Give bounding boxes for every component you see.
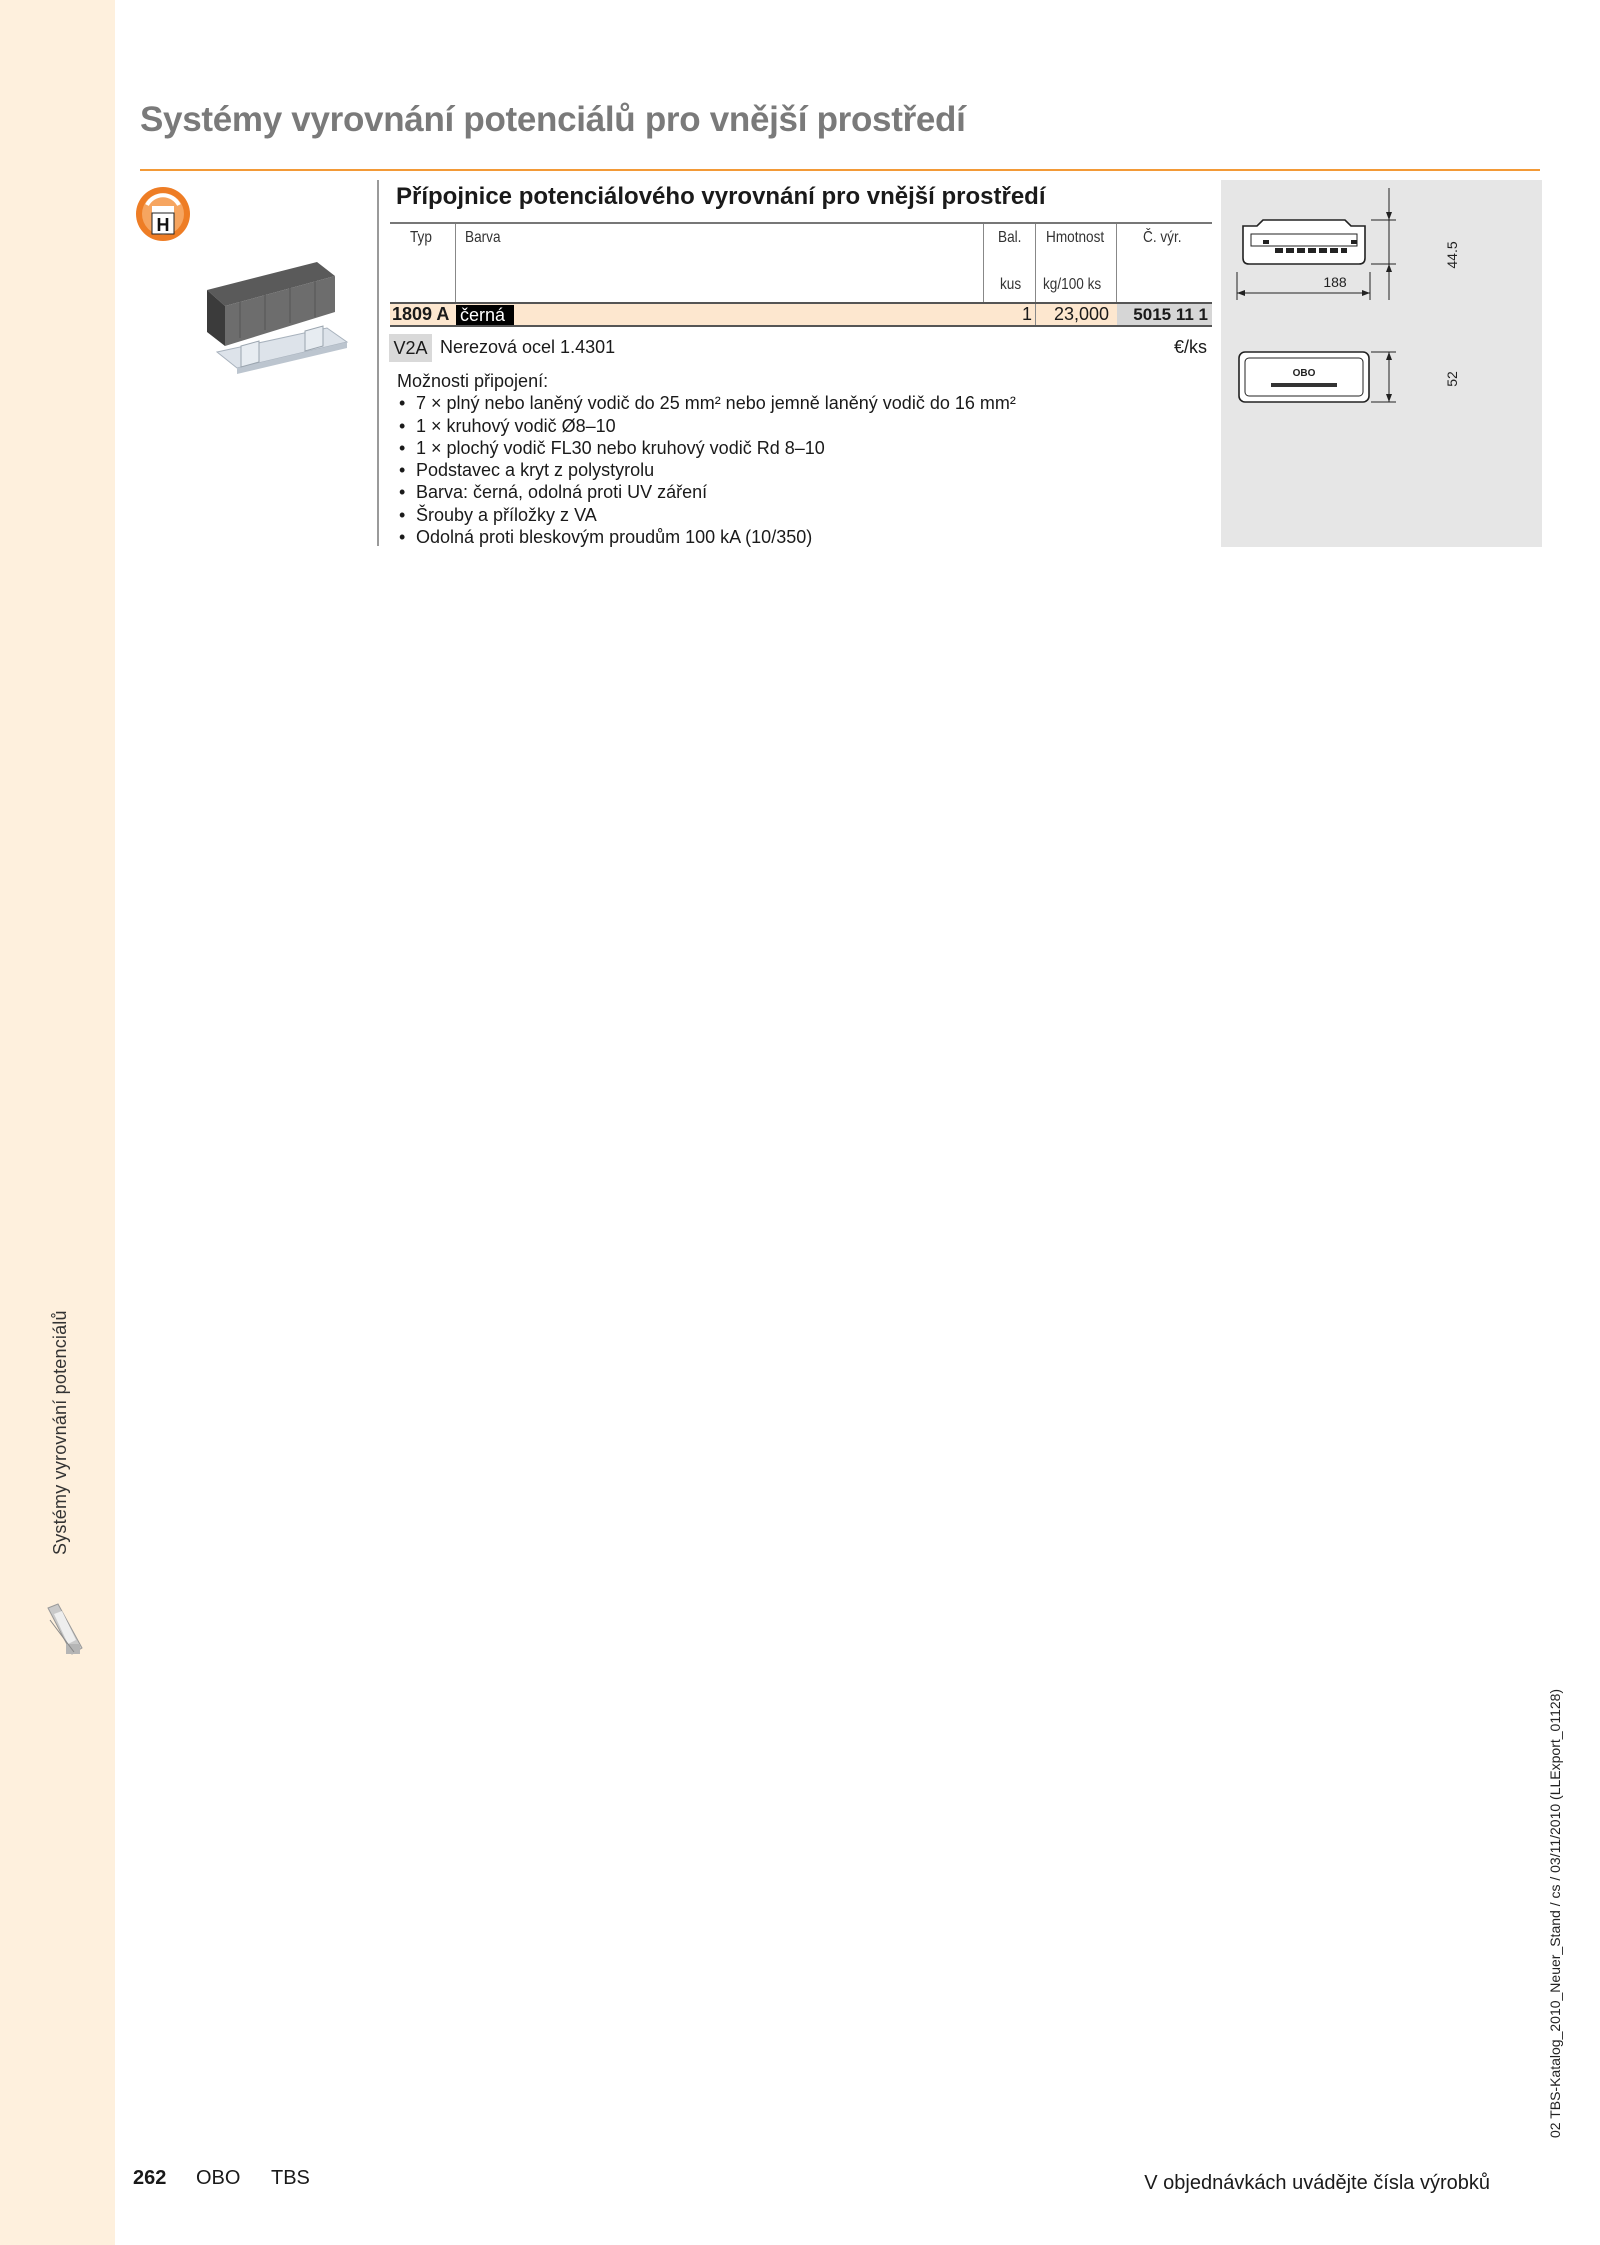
header-item-number: Č. výr. — [1143, 229, 1182, 246]
table-top-rule — [390, 222, 1212, 224]
column-divider — [1035, 304, 1036, 326]
feature-list — [397, 392, 1016, 548]
sidebar-band — [0, 0, 115, 2245]
feature-item: • Podstavec a kryt z polystyrolu — [397, 459, 1016, 481]
table-bottom-rule — [390, 325, 1212, 327]
footer-dept: TBS — [271, 2167, 310, 2189]
feature-item: • Šrouby a příložky z VA — [397, 504, 1016, 526]
row-type: 1809 A — [392, 304, 450, 324]
price-unit: €/ks — [1173, 337, 1207, 357]
dimension-height-bottom: 52 — [1444, 371, 1460, 387]
feature-item: • Odolná proti bleskovým proudům 100 kA (10/350) — [397, 526, 1016, 548]
header-pack: Bal. — [998, 229, 1022, 246]
row-item-number: 5015 11 1 — [1117, 304, 1212, 326]
unit-weight: kg/100 ks — [1043, 276, 1102, 293]
page-title: Systémy vyrovnání potenciálů pro vnější prostředí — [140, 100, 966, 139]
header-color: Barva — [465, 229, 501, 246]
badge-letter: H — [156, 215, 170, 235]
unit-pack: kus — [1000, 276, 1022, 293]
material-name: Nerezová ocel 1.4301 — [440, 337, 616, 357]
row-pack: 1 — [1022, 304, 1033, 324]
description-title: Možnosti připojení: — [397, 371, 549, 391]
heading-divider — [140, 169, 1540, 171]
dimension-height-top: 44.5 — [1444, 241, 1460, 269]
dimension-width: 188 — [1323, 274, 1347, 290]
section-divider — [377, 180, 379, 546]
page-number: 262 — [133, 2167, 167, 2189]
column-divider — [983, 224, 984, 302]
product-title: Přípojnice potenciálového vyrovnání pro vnější prostředí — [396, 183, 1046, 210]
product-description — [397, 370, 1016, 548]
row-color: černá — [456, 305, 514, 325]
header-weight: Hmotnost — [1046, 229, 1105, 246]
feature-item: • Barva: černá, odolná proti UV záření — [397, 481, 1016, 503]
sidebar-section-icon — [40, 1600, 90, 1660]
footer-note: V objednávkách uvádějte čísla výrobků — [1144, 2172, 1490, 2194]
feature-item: • 7 × plný nebo laněný vodič do 25 mm² nebo jemně laněný vodič do 16 mm² — [397, 392, 1016, 414]
column-divider — [1035, 224, 1036, 302]
footer-brand: OBO — [196, 2167, 241, 2189]
top-view-brand-mark: OBO — [1292, 368, 1316, 379]
feature-item: • 1 × plochý vodič FL30 nebo kruhový vodič Rd 8–10 — [397, 437, 1016, 459]
column-divider — [1116, 224, 1117, 302]
column-divider — [455, 224, 456, 302]
product-photo — [195, 250, 365, 380]
sidebar-section-label: Systémy vyrovnání potenciálů — [50, 1310, 70, 1555]
material-code-badge: V2A — [389, 334, 432, 362]
certification-badge-icon — [135, 186, 191, 242]
row-weight: 23,000 — [1054, 304, 1110, 324]
catalog-reference: 02 TBS-Katalog_2010_Neuer_Stand / cs / 03/11/2010 (LLExport_01128) — [1547, 1688, 1563, 2138]
feature-item: • 1 × kruhový vodič Ø8–10 — [397, 415, 1016, 437]
technical-drawing-panel — [1221, 180, 1542, 547]
header-type: Typ — [410, 229, 432, 246]
technical-drawing — [1221, 180, 1542, 547]
